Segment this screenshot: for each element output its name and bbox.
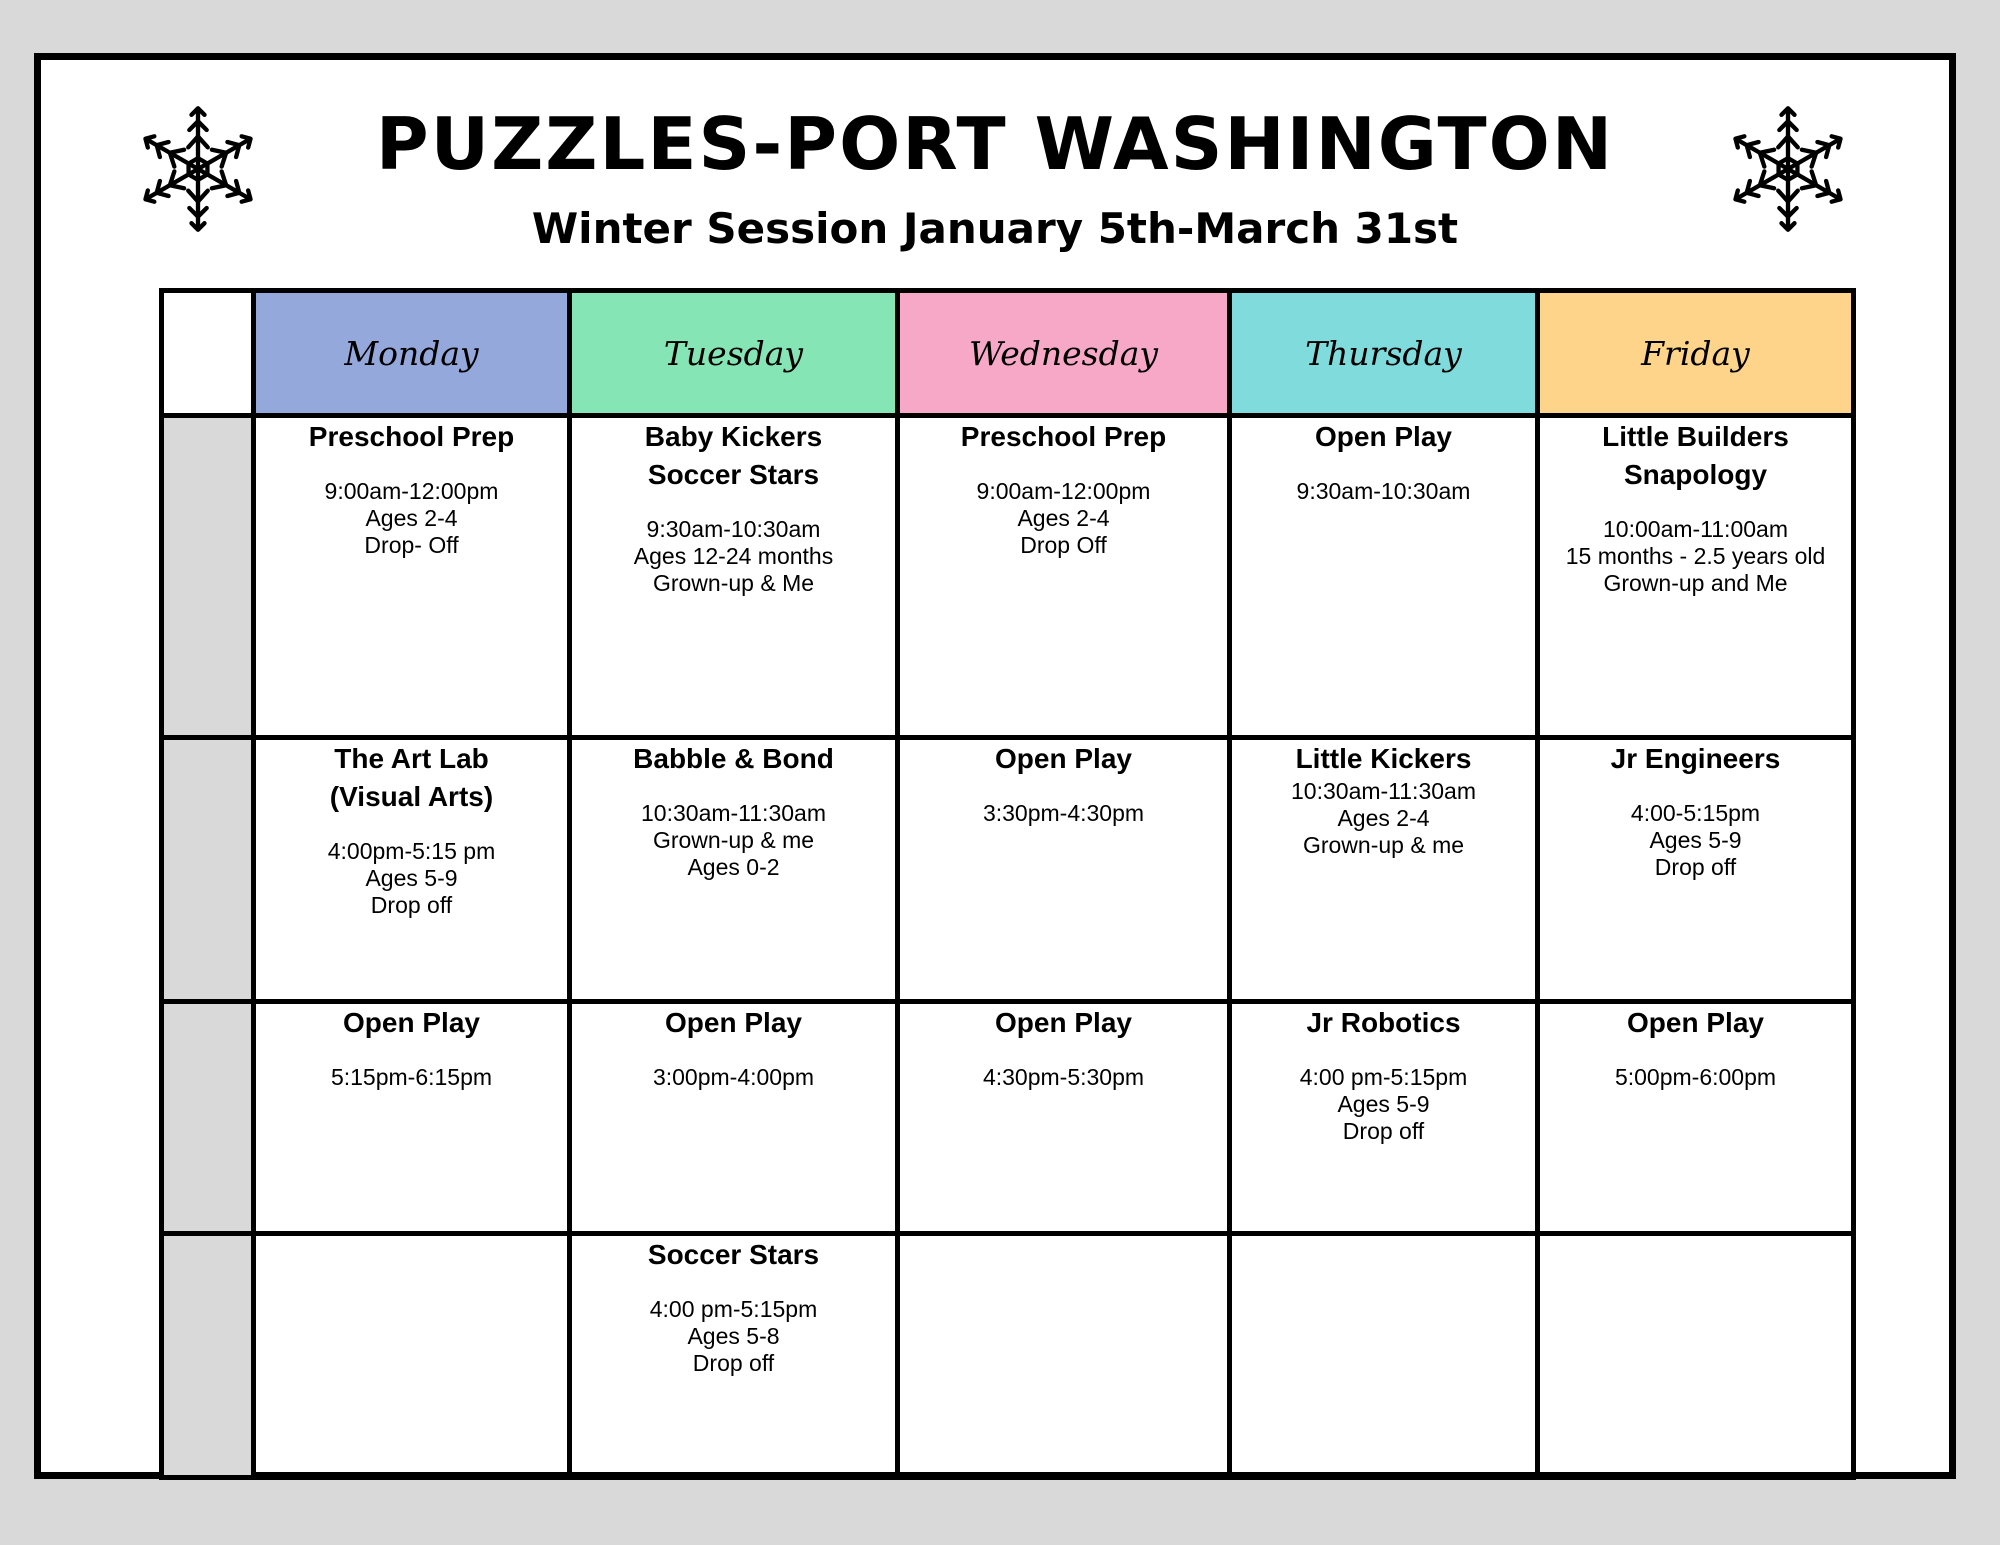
class-name xyxy=(1540,740,1851,778)
class-cell-thursday xyxy=(1230,1002,1538,1234)
class-name-line: Open Play xyxy=(995,743,1132,774)
class-detail-line: 4:00 pm-5:15pm xyxy=(649,1296,818,1322)
class-name xyxy=(1540,418,1851,494)
class-detail-line: Drop off xyxy=(370,892,453,918)
class-detail-line: 10:30am-11:30am xyxy=(641,800,826,826)
class-detail-line: Grown-up and Me xyxy=(1603,570,1788,596)
page-subtitle: Winter Session January 5th-March 31st xyxy=(531,204,1459,253)
class-cell-thursday xyxy=(1230,738,1538,1002)
class-cell-tuesday xyxy=(570,1234,898,1478)
class-detail-line: 9:00am-12:00pm xyxy=(324,478,499,504)
class-name xyxy=(256,740,567,816)
class-name xyxy=(572,740,895,778)
class-detail-line: 9:00am-12:00pm xyxy=(976,478,1151,504)
class-name-line: The Art Lab xyxy=(334,743,489,774)
class-cell-tuesday xyxy=(570,738,898,1002)
class-details xyxy=(1232,478,1535,505)
schedule-row xyxy=(162,416,1854,738)
schedule-row xyxy=(162,738,1854,1002)
class-name xyxy=(1232,1004,1535,1042)
class-details xyxy=(1540,1064,1851,1091)
class-details xyxy=(1540,800,1851,881)
class-cell-tuesday xyxy=(570,1002,898,1234)
class-name xyxy=(572,1004,895,1042)
class-cell-thursday xyxy=(1230,1234,1538,1478)
class-cell-friday xyxy=(1538,1234,1854,1478)
class-name-line: Little Builders xyxy=(1602,421,1789,452)
class-detail-line: Drop- Off xyxy=(364,532,459,558)
class-details xyxy=(1232,778,1535,859)
class-name-line: Preschool Prep xyxy=(960,421,1167,452)
row-side-cell xyxy=(162,738,254,1002)
class-cell-monday xyxy=(254,1002,570,1234)
class-name-line: Babble & Bond xyxy=(633,743,834,774)
class-details xyxy=(900,1064,1227,1091)
class-detail-line: 10:30am-11:30am xyxy=(1291,778,1476,804)
class-detail-line: Drop off xyxy=(1654,854,1737,880)
class-name-line: Open Play xyxy=(665,1007,802,1038)
class-detail-line: Drop off xyxy=(692,1350,775,1376)
class-name xyxy=(1540,1004,1851,1042)
schedule-table xyxy=(159,288,1856,1480)
class-name xyxy=(900,740,1227,778)
class-name-line: Soccer Stars xyxy=(647,459,820,490)
class-cell-tuesday xyxy=(570,416,898,738)
class-details xyxy=(900,800,1227,827)
snowflake-icon xyxy=(1723,104,1853,234)
class-name xyxy=(572,1236,895,1274)
class-cell-wednesday xyxy=(898,738,1230,1002)
class-detail-line: Grown-up & me xyxy=(652,827,815,853)
day-header-thursday: Thursday xyxy=(1230,291,1538,416)
class-cell-monday xyxy=(254,738,570,1002)
class-name-line: Baby Kickers xyxy=(644,421,823,452)
class-detail-line: 9:30am-10:30am xyxy=(1296,478,1471,504)
class-name-line: Open Play xyxy=(995,1007,1132,1038)
class-name xyxy=(256,418,567,456)
class-name xyxy=(572,418,895,494)
class-cell-monday xyxy=(254,1234,570,1478)
class-details xyxy=(572,1296,895,1377)
class-name xyxy=(900,1004,1227,1042)
class-details xyxy=(1540,516,1851,597)
day-header-wednesday: Wednesday xyxy=(898,291,1230,416)
schedule-row xyxy=(162,1234,1854,1478)
day-header-tuesday: Tuesday xyxy=(570,291,898,416)
class-detail-line: 4:30pm-5:30pm xyxy=(982,1064,1145,1090)
class-detail-line: Ages 5-9 xyxy=(1649,827,1742,853)
class-detail-line: Drop Off xyxy=(1020,532,1107,558)
class-detail-line: 10:00am-11:00am xyxy=(1603,516,1788,542)
class-detail-line: Ages 5-9 xyxy=(365,865,458,891)
class-cell-wednesday xyxy=(898,1002,1230,1234)
class-name-line: Open Play xyxy=(1627,1007,1764,1038)
class-detail-line: 5:15pm-6:15pm xyxy=(330,1064,493,1090)
class-detail-line: Grown-up & Me xyxy=(652,570,815,596)
class-name-line: Little Kickers xyxy=(1295,743,1472,774)
class-detail-line: Ages 2-4 xyxy=(1017,505,1110,531)
class-details xyxy=(1232,1064,1535,1145)
class-details xyxy=(900,478,1227,559)
class-cell-friday xyxy=(1538,416,1854,738)
day-header-monday: Monday xyxy=(254,291,570,416)
class-name xyxy=(900,418,1227,456)
class-name-line: (Visual Arts) xyxy=(329,781,494,812)
row-side-cell xyxy=(162,416,254,738)
class-detail-line: Ages 5-8 xyxy=(687,1323,780,1349)
row-side-cell xyxy=(162,1234,254,1478)
corner-cell xyxy=(162,291,254,416)
class-detail-line: 3:30pm-4:30pm xyxy=(982,800,1145,826)
class-name xyxy=(1232,418,1535,456)
class-detail-line: 9:30am-10:30am xyxy=(646,516,821,542)
class-detail-line: Ages 0-2 xyxy=(687,854,780,880)
class-details xyxy=(256,478,567,559)
class-detail-line: Ages 2-4 xyxy=(365,505,458,531)
class-name-line: Snapology xyxy=(1623,459,1768,490)
class-details xyxy=(256,838,567,919)
class-name xyxy=(256,1004,567,1042)
class-details xyxy=(256,1064,567,1091)
day-header-friday: Friday xyxy=(1538,291,1854,416)
class-detail-line: 4:00 pm-5:15pm xyxy=(1299,1064,1468,1090)
schedule-page xyxy=(34,53,1956,1479)
schedule-row xyxy=(162,1002,1854,1234)
class-detail-line: Grown-up & me xyxy=(1302,832,1465,858)
class-cell-friday xyxy=(1538,738,1854,1002)
class-detail-line: Ages 5-9 xyxy=(1337,1091,1430,1117)
class-cell-wednesday xyxy=(898,1234,1230,1478)
class-detail-line: 5:00pm-6:00pm xyxy=(1614,1064,1777,1090)
class-cell-monday xyxy=(254,416,570,738)
class-detail-line: 15 months - 2.5 years old xyxy=(1565,543,1826,569)
class-detail-line: 3:00pm-4:00pm xyxy=(652,1064,815,1090)
day-header-row xyxy=(162,291,1854,416)
class-name-line: Preschool Prep xyxy=(308,421,515,452)
class-detail-line: 4:00-5:15pm xyxy=(1630,800,1761,826)
class-name-line: Open Play xyxy=(1315,421,1452,452)
class-details xyxy=(572,800,895,881)
class-detail-line: Ages 12-24 months xyxy=(633,543,834,569)
class-name-line: Jr Robotics xyxy=(1306,1007,1461,1038)
class-detail-line: 4:00pm-5:15 pm xyxy=(327,838,496,864)
class-name-line: Jr Engineers xyxy=(1610,743,1781,774)
class-detail-line: Drop off xyxy=(1342,1118,1425,1144)
class-name-line: Open Play xyxy=(343,1007,480,1038)
class-name xyxy=(1232,740,1535,778)
row-side-cell xyxy=(162,1002,254,1234)
class-cell-wednesday xyxy=(898,416,1230,738)
class-cell-friday xyxy=(1538,1002,1854,1234)
class-details xyxy=(572,516,895,597)
page-title: PUZZLES-PORT WASHINGTON xyxy=(375,102,1615,186)
class-detail-line: Ages 2-4 xyxy=(1337,805,1430,831)
class-cell-thursday xyxy=(1230,416,1538,738)
class-name-line: Soccer Stars xyxy=(647,1239,820,1270)
class-details xyxy=(572,1064,895,1091)
